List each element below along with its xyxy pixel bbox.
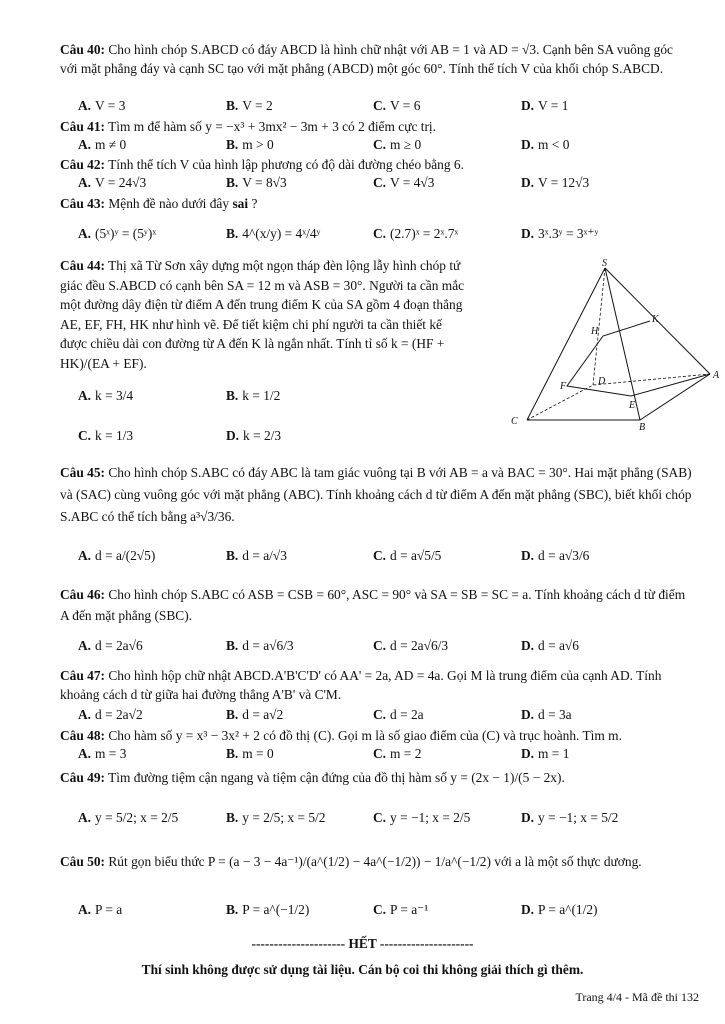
- option-c[interactable]: C. V = 4√3: [373, 175, 435, 190]
- label-H: H: [591, 326, 599, 337]
- label-B: B: [639, 422, 646, 433]
- option-b[interactable]: B. m = 0: [226, 746, 274, 761]
- question-44: Câu 44: Thị xã Từ Sơn xây dựng một ngọn tháp đèn lộng lẫy hình chóp tứ giác đều S.ABCD có cạnh bên SA = 12 m và ASB = 30°. Người ta cần mắc một đường dây điện từ điểm A đến trung điểm K của SA gồm 4 đoạn thẳng AE, EF, FH, HK như hình vẽ. Để tiết kiệm chi phí người ta cần thiết kế được chiều dài con đường từ A đến K là ngắn nhất. Tính tỉ số k = (HF + HK)/(EA + EF).: [60, 258, 465, 371]
- option-a[interactable]: A. y = 5/2; x = 2/5: [78, 810, 179, 825]
- option-b[interactable]: B. m > 0: [226, 137, 274, 152]
- option-d[interactable]: D. d = a√6: [521, 638, 579, 653]
- option-c[interactable]: C. d = a√5/5: [373, 548, 442, 563]
- option-c[interactable]: C. (2.7)ˣ = 2ˣ.7ˣ: [373, 226, 459, 241]
- question-49: Câu 49: Tìm đường tiệm cận ngang và tiệm cận đứng của đồ thị hàm số y = (2x − 1)/(5 − 2x).: [60, 770, 565, 785]
- option-a[interactable]: A. d = a/(2√5): [78, 548, 156, 563]
- option-a[interactable]: A. (5ˣ)ʸ = (5ʸ)ˣ: [78, 226, 157, 241]
- options-44-row1: [78, 388, 378, 408]
- option-d[interactable]: D. 3ˣ.3ʸ = 3ˣ⁺ʸ: [521, 226, 599, 241]
- question-46: Câu 46: Cho hình chóp S.ABC có ASB = CSB = 60°, ASC = 90° và SA = SB = SC = a. Tính khoảng cách d từ điểm A đến mặt phẳng (SBC).: [60, 587, 686, 623]
- label-C: C: [511, 416, 518, 427]
- option-a[interactable]: A. P = a: [78, 902, 123, 917]
- option-a[interactable]: A. d = 2a√6: [78, 638, 143, 653]
- option-a[interactable]: A. k = 3/4: [78, 388, 134, 403]
- options-48: [78, 746, 698, 766]
- option-a[interactable]: A. V = 24√3: [78, 175, 147, 190]
- options-50: [78, 902, 698, 922]
- option-b[interactable]: B. V = 2: [226, 98, 273, 113]
- option-d[interactable]: D. d = a√3/6: [521, 548, 590, 563]
- option-d[interactable]: D. m = 1: [521, 746, 570, 761]
- option-d[interactable]: D. d = 3a: [521, 707, 572, 722]
- question-40-stem: Cho hình chóp S.ABCD có đáy ABCD là hình chữ nhật với AB = 1 và AD = √3. Cạnh bên SA vuông góc với mặt phẳng đáy và cạnh SC tạo với mặt phẳng (ABCD) một góc 60°. Tính thể tích V của khối chóp S.ABCD.: [60, 42, 673, 76]
- question-50: Câu 50: Rút gọn biểu thức P = (a − 3 − 4a⁻¹)/(a^(1/2) − 4a^(−1/2)) − 1/a^(−1/2) với a là một số thực dương.: [60, 854, 642, 869]
- option-d[interactable]: D. m < 0: [521, 137, 570, 152]
- option-c[interactable]: C. d = 2a√6/3: [373, 638, 449, 653]
- option-b[interactable]: B. y = 2/5; x = 5/2: [226, 810, 326, 825]
- options-46: [78, 638, 698, 658]
- option-d[interactable]: D. y = −1; x = 5/2: [521, 810, 619, 825]
- option-c[interactable]: C. y = −1; x = 2/5: [373, 810, 471, 825]
- options-45: [78, 548, 698, 568]
- question-41-stem: Tìm m để hàm số y = −x³ + 3mx² − 3m + 3 có 2 điểm cực trị.: [105, 119, 437, 134]
- options-41: [78, 137, 698, 157]
- option-d[interactable]: D. V = 1: [521, 98, 569, 113]
- question-45: Câu 45: Cho hình chóp S.ABC có đáy ABC là tam giác vuông tại B với AB = a và BAC = 30°. Hai mặt phẳng (SAB) và (SAC) cùng vuông góc với mặt phẳng (ABC). Tính khoảng cách d từ điểm A đến mặt phẳng (SBC), biết khối chóp S.ABC có thể tích bằng a³√3/36.: [60, 465, 692, 524]
- option-c[interactable]: C. V = 6: [373, 98, 421, 113]
- option-b[interactable]: B. d = a√2: [226, 707, 284, 722]
- pyramid-figure: [505, 256, 720, 436]
- label-K: K: [652, 314, 659, 325]
- option-a[interactable]: A. d = 2a√2: [78, 707, 143, 722]
- option-a[interactable]: A. V = 3: [78, 98, 126, 113]
- option-d[interactable]: D. k = 2/3: [226, 428, 282, 443]
- option-c[interactable]: C. m ≥ 0: [373, 137, 422, 152]
- option-a[interactable]: A. m = 3: [78, 746, 127, 761]
- options-43: [78, 226, 698, 246]
- exam-note: Thí sinh không được sử dụng tài liệu. Cán bộ coi thi không giải thích gì thêm.: [141, 962, 584, 977]
- option-d[interactable]: D. P = a^(1/2): [521, 902, 598, 917]
- option-b[interactable]: B. d = a/√3: [226, 548, 287, 563]
- option-b[interactable]: B. 4^(x/y) = 4ˣ/4ʸ: [226, 226, 321, 241]
- label-E: E: [629, 400, 636, 411]
- label-F: F: [560, 381, 567, 392]
- option-c[interactable]: C. P = a⁻¹: [373, 902, 429, 917]
- option-c[interactable]: C. k = 1/3: [78, 428, 134, 443]
- option-d[interactable]: D. V = 12√3: [521, 175, 590, 190]
- options-42: [78, 175, 698, 195]
- page-footer: Trang 4/4 - Mã đề thi 132: [575, 990, 699, 1004]
- option-c[interactable]: C. m = 2: [373, 746, 422, 761]
- end-mark: --------------------- HẾT ---------------------: [251, 936, 474, 951]
- question-42: Câu 42: Tính thể tích V của hình lập phương có độ dài đường chéo bằng 6.: [60, 157, 464, 172]
- options-44-row2: [78, 428, 378, 448]
- label-S: S: [602, 258, 607, 269]
- option-b[interactable]: B. V = 8√3: [226, 175, 287, 190]
- question-47: Câu 47: Cho hình hộp chữ nhật ABCD.A'B'C'D' có AA' = 2a, AD = 4a. Gọi M là trung điểm của cạnh AD. Tính khoảng cách d từ giữa hai đường thẳng A'B' và C'M.: [60, 668, 662, 702]
- option-b[interactable]: B. P = a^(−1/2): [226, 902, 310, 917]
- label-A: A: [713, 370, 720, 381]
- option-b[interactable]: B. k = 1/2: [226, 388, 281, 403]
- option-b[interactable]: B. d = a√6/3: [226, 638, 294, 653]
- question-40: Câu 40: Cho hình chóp S.ABCD có đáy ABCD là hình chữ nhật với AB = 1 và AD = √3. Cạnh bên SA vuông góc với mặt phẳng đáy và cạnh SC tạo với mặt phẳng (ABCD) một góc 60°. Tính thể tích V của khối chóp S.ABCD.: [60, 42, 673, 76]
- options-49: [78, 810, 698, 830]
- option-c[interactable]: C. d = 2a: [373, 707, 424, 722]
- question-48: Câu 48: Cho hàm số y = x³ − 3x² + 2 có đồ thị (C). Gọi m là số giao điểm của (C) và trục hoành. Tìm m.: [60, 728, 622, 743]
- label-D: D: [598, 376, 606, 387]
- options-40: [78, 98, 698, 118]
- question-41: Câu 41: Tìm m để hàm số y = −x³ + 3mx² − 3m + 3 có 2 điểm cực trị.: [60, 119, 437, 134]
- question-43: Câu 43: Mệnh đề nào dưới đây sai ?: [60, 196, 258, 211]
- option-a[interactable]: A. m ≠ 0: [78, 137, 127, 152]
- options-47: [78, 707, 698, 727]
